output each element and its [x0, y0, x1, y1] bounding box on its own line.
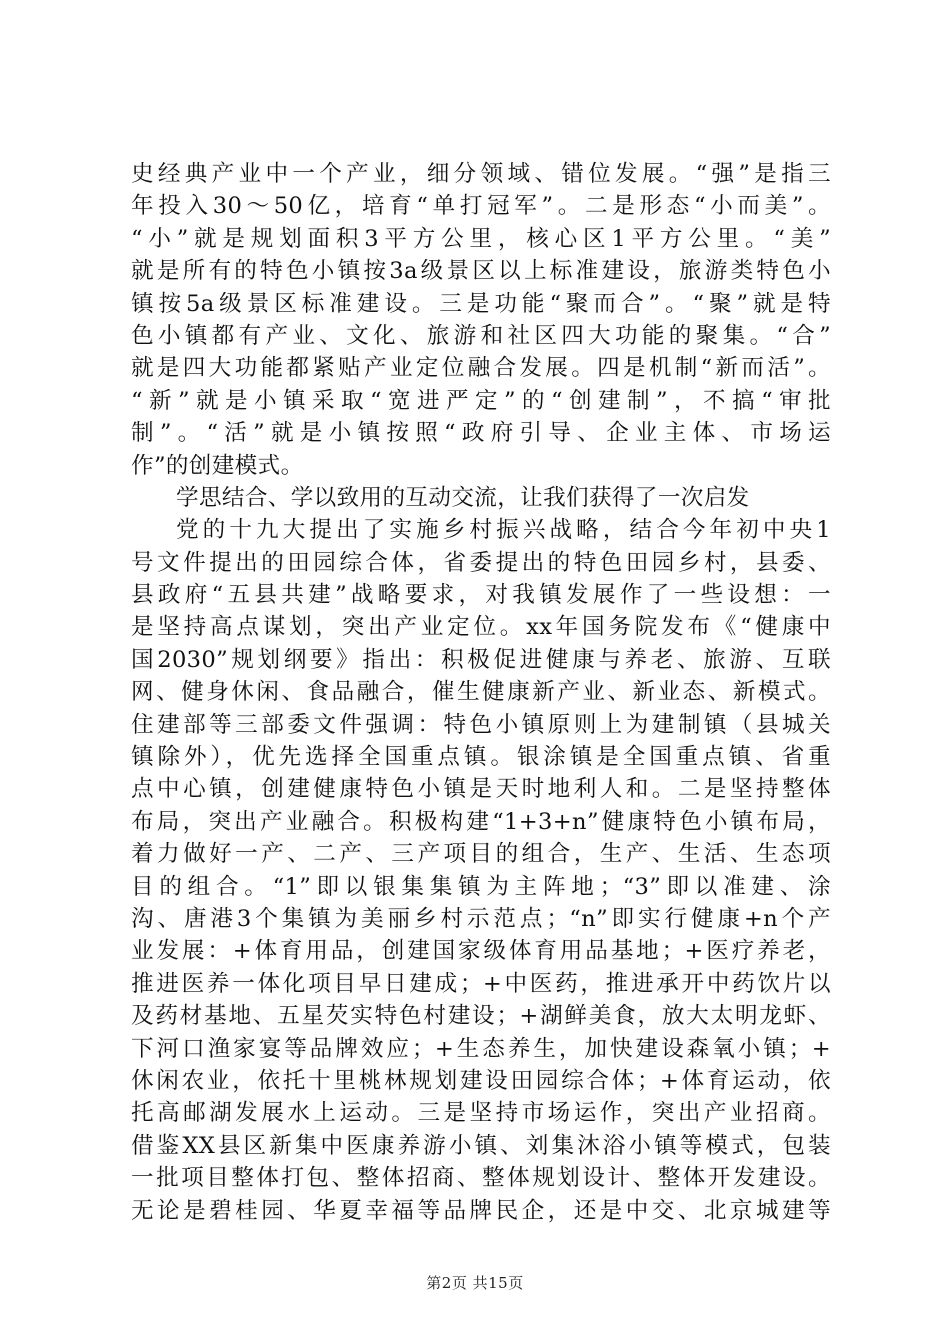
text-line: 布局，突出产业融合。积极构建“1+3+n”健康特色小镇布局， — [131, 808, 831, 835]
text-line: 业发展：+体育用品，创建国家级体育用品基地；+医疗养老， — [131, 938, 831, 965]
text-line: 住建部等三部委文件强调：特色小镇原则上为建制镇（县城关 — [131, 711, 831, 738]
text-line: 作”的创建模式。 — [131, 452, 304, 479]
page-footer — [0, 1272, 950, 1293]
text-line: 国2030”规划纲要》指出：积极促进健康与养老、旅游、互联 — [131, 646, 831, 673]
text-line: 镇除外），优先选择全国重点镇。银涂镇是全国重点镇、省重 — [131, 744, 831, 771]
text-line: “新”就是小镇采取“宽进严定”的“创建制”，不搞“审批 — [131, 387, 831, 414]
text-line: 年投入30～50亿，培育“单打冠军”。二是形态“小而美”。 — [131, 193, 831, 220]
text-line: 无论是碧桂园、华夏幸福等品牌民企，还是中交、北京城建等 — [131, 1197, 831, 1224]
text-line: “小”就是规划面积3平方公里，核心区1平方公里。“美” — [131, 225, 831, 252]
text-line: 史经典产业中一个产业，细分领域、错位发展。“强”是指三 — [131, 161, 831, 187]
text-line: 目的组合。“1”即以银集集镇为主阵地；“3”即以准建、涂 — [131, 873, 831, 900]
text-line: 下河口渔家宴等品牌效应；+生态养生，加快建设森氧小镇；+ — [131, 1035, 831, 1062]
text-line: 托高邮湖发展水上运动。三是坚持市场运作，突出产业招商。 — [131, 1100, 831, 1127]
text-line: 点中心镇，创建健康特色小镇是天时地利人和。二是坚持整体 — [131, 776, 831, 803]
paragraph-first-line: 党的十九大提出了实施乡村振兴战略，结合今年初中央1 — [176, 517, 831, 544]
page-number-label: 第2页 共15页 — [426, 1274, 524, 1292]
document-body — [131, 158, 831, 1227]
text-line: 借鉴XX县区新集中医康养游小镇、刘集沐浴小镇等模式，包装 — [131, 1132, 831, 1159]
text-line: 及药材基地、五星芡实特色村建设；+湖鲜美食，放大太明龙虾、 — [131, 1003, 831, 1030]
text-line: 镇按5a级景区标准建设。三是功能“聚而合”。“聚”就是特 — [131, 290, 831, 317]
text-line: 号文件提出的田园综合体，省委提出的特色田园乡村，县委、 — [131, 549, 831, 576]
text-line: 推进医养一体化项目早日建成；+中医药，推进承开中药饮片以 — [131, 970, 831, 997]
text-line: 着力做好一产、二产、三产项目的组合，生产、生活、生态项 — [131, 841, 831, 868]
text-line: 制”。“活”就是小镇按照“政府引导、企业主体、市场运 — [131, 420, 831, 447]
text-line: 网、健身休闲、食品融合，催生健康新产业、新业态、新模式。 — [131, 679, 831, 706]
text-line: 一批项目整体打包、整体招商、整体规划设计、整体开发建设。 — [131, 1165, 831, 1192]
text-line: 沟、唐港3个集镇为美丽乡村示范点；“n”即实行健康+n个产 — [131, 905, 831, 932]
section-heading: 学思结合、学以致用的互动交流，让我们获得了一次启发 — [176, 484, 750, 511]
text-line: 休闲农业，依托十里桃林规划建设田园综合体；+体育运动，依 — [131, 1067, 831, 1094]
text-line: 就是四大功能都紧贴产业定位融合发展。四是机制“新而活”。 — [131, 355, 831, 382]
text-line: 就是所有的特色小镇按3a级景区以上标准建设，旅游类特色小 — [131, 258, 831, 285]
text-line: 色小镇都有产业、文化、旅游和社区四大功能的聚集。“合” — [131, 322, 831, 349]
text-line: 县政府“五县共建”战略要求，对我镇发展作了一些设想：一 — [131, 582, 831, 609]
text-line: 是坚持高点谋划，突出产业定位。xx年国务院发布《“健康中 — [131, 614, 831, 641]
